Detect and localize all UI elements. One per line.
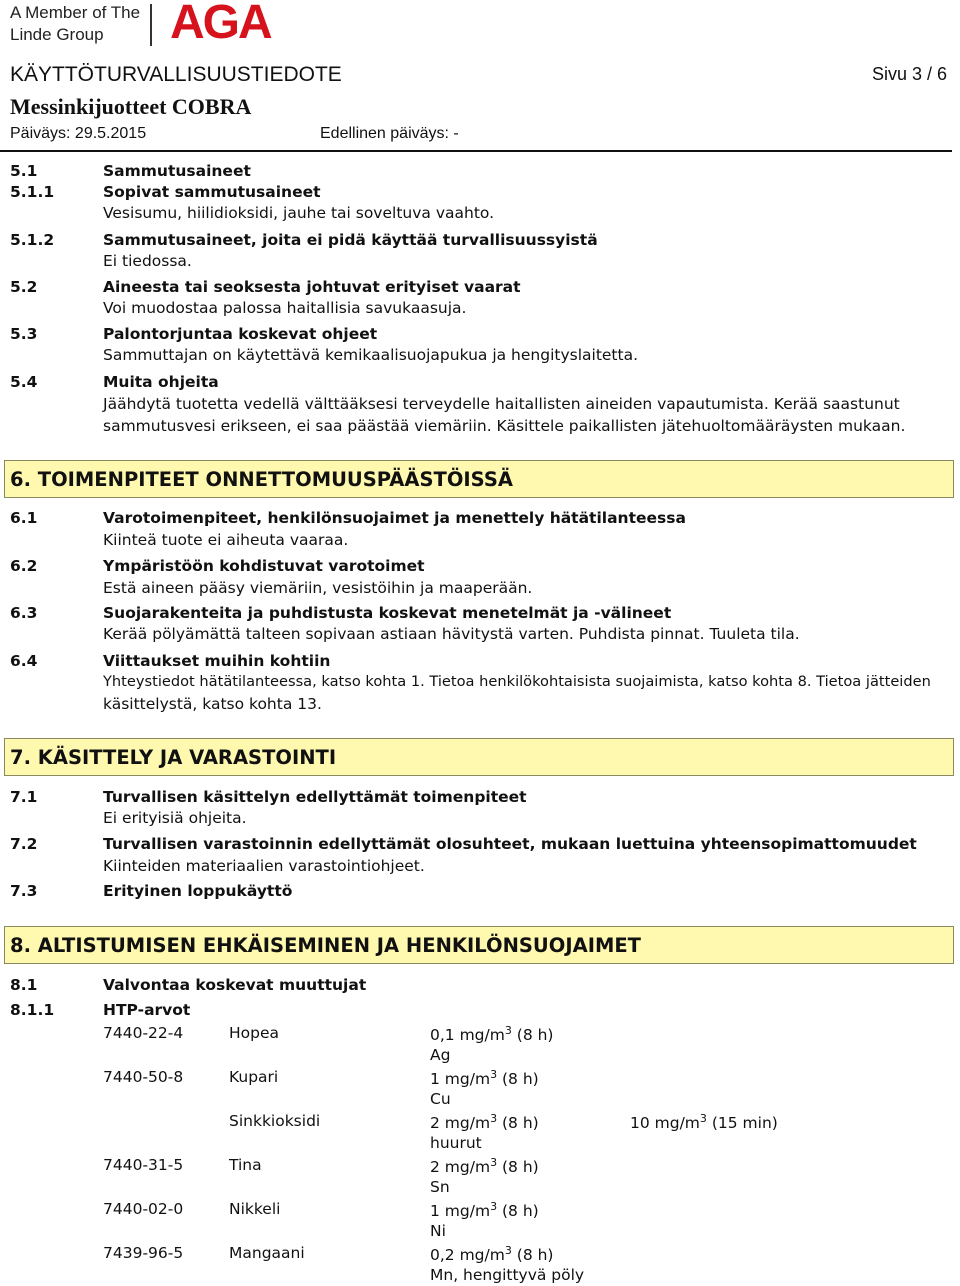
aga-logo: AGA bbox=[170, 0, 271, 49]
previous-date: Edellinen päiväys: - bbox=[320, 125, 459, 142]
unit-exponent: 3 bbox=[490, 1200, 498, 1213]
substance-form: Ag bbox=[430, 1046, 451, 1064]
section-title: Sammutusaineet bbox=[103, 162, 251, 180]
substance-form: Sn bbox=[430, 1178, 450, 1196]
substance-name: Tina bbox=[229, 1156, 262, 1174]
section-title: Palontorjuntaa koskevat ohjeet bbox=[103, 325, 378, 343]
issue-date: Päiväys: 29.5.2015 bbox=[10, 125, 147, 142]
section-text: Estä aineen pääsy viemäriin, vesistöihin ja maaperään. bbox=[103, 579, 533, 597]
htp-8h-value: 1 $mg/m^3$ (8 h) bbox=[430, 1068, 539, 1089]
section-text: käsittelystä, katso kohta 13. bbox=[103, 695, 322, 713]
unit-exponent: 3 bbox=[490, 1068, 498, 1081]
section-heading: 7. KÄSITTELY JA VARASTOINTI bbox=[10, 746, 337, 769]
htp-8h-value: 2 $mg/m^3$ (8 h) bbox=[430, 1112, 539, 1133]
section-title: Aineesta tai seoksesta johtuvat erityiset vaarat bbox=[103, 278, 521, 296]
section-title: Ympäristöön kohdistuvat varotoimet bbox=[103, 557, 425, 575]
section-title: HTP-arvot bbox=[103, 1001, 191, 1019]
section-title: Turvallisen varastoinnin edellyttämät olosuhteet, mukaan luettuina yhteensopimattomuudet bbox=[103, 835, 917, 853]
linde-group-text: A Member of The Linde Group bbox=[10, 3, 141, 44]
substance-name: Sinkkioksidi bbox=[229, 1112, 321, 1130]
page-number: Sivu 3 / 6 bbox=[872, 64, 948, 84]
section-heading: 8. ALTISTUMISEN EHKÄISEMINEN JA HENKILÖNSUOJAIMET bbox=[10, 934, 641, 957]
section-number: 5.1.2 bbox=[10, 231, 55, 249]
substance-form: Ni bbox=[430, 1222, 446, 1240]
htp-8h-value: 0,2 $mg/m^3$ (8 h) bbox=[430, 1244, 554, 1265]
section-number: 8.1 bbox=[10, 976, 38, 994]
section-text: Jäähdytä tuotetta vedellä välttääksesi terveydelle haitallisten aineiden vapautumista. Kerää saastunut bbox=[103, 395, 900, 413]
substance-form: huurut bbox=[430, 1134, 482, 1152]
document-title: KÄYTTÖTURVALLISUUSTIEDOTE bbox=[10, 63, 342, 86]
unit-exponent: 3 bbox=[699, 1112, 707, 1125]
section-number: 7.3 bbox=[10, 882, 38, 900]
section-number: 6.3 bbox=[10, 604, 38, 622]
section-text: Ei erityisiä ohjeita. bbox=[103, 809, 247, 827]
cas-number: 7440-22-4 bbox=[103, 1024, 184, 1042]
section-text: Vesisumu, hiilidioksidi, jauhe tai soveltuva vaahto. bbox=[103, 204, 495, 222]
substance-name: Nikkeli bbox=[229, 1200, 281, 1218]
section-text: Ei tiedossa. bbox=[103, 252, 192, 270]
section-number: 7.2 bbox=[10, 835, 38, 853]
cas-number: 7440-02-0 bbox=[103, 1200, 184, 1218]
section-text: Kerää pölyämättä talteen sopivaan astiaan hävitystä varten. Puhdista pinnat. Tuuleta tila. bbox=[103, 625, 800, 643]
section-text: Voi muodostaa palossa haitallisia savukaasuja. bbox=[103, 299, 467, 317]
section-heading: 6. TOIMENPITEET ONNETTOMUUSPÄÄSTÖISSÄ bbox=[10, 468, 513, 491]
unit-exponent: 3 bbox=[490, 1156, 498, 1169]
section-title: Viittaukset muihin kohtiin bbox=[103, 652, 331, 670]
section-text: Yhteystiedot hätätilanteessa, katso kohta 1. Tietoa henkilökohtaisista suojaimista, katso kohta 8. Tietoa jätteiden bbox=[103, 673, 931, 690]
section-number: 7.1 bbox=[10, 788, 38, 806]
section-title: Muita ohjeita bbox=[103, 373, 219, 391]
section-number: 6.2 bbox=[10, 557, 38, 575]
section-number: 6.4 bbox=[10, 652, 38, 670]
section-text: sammutusvesi erikseen, ei saa päästää viemäriin. Käsittele paikallisten jätehuoltomääräysten mukaan. bbox=[103, 417, 906, 435]
unit-exponent: 3 bbox=[504, 1024, 512, 1037]
section-number: 5.1.1 bbox=[10, 183, 55, 201]
section-title: Erityinen loppukäyttö bbox=[103, 882, 293, 900]
section-text: Kiinteä tuote ei aiheuta vaaraa. bbox=[103, 531, 349, 549]
section-number: 5.2 bbox=[10, 278, 38, 296]
section-number: 5.1 bbox=[10, 162, 38, 180]
section-number: 8.1.1 bbox=[10, 1001, 55, 1019]
section-title: Suojarakenteita ja puhdistusta koskevat menetelmät ja -välineet bbox=[103, 604, 672, 622]
unit-exponent: 3 bbox=[504, 1244, 512, 1257]
section-number: 6.1 bbox=[10, 509, 38, 527]
section-title: Varotoimenpiteet, henkilönsuojaimet ja menettely hätätilanteessa bbox=[103, 509, 686, 527]
cas-number: 7440-50-8 bbox=[103, 1068, 184, 1086]
htp-8h-value: 2 $mg/m^3$ (8 h) bbox=[430, 1156, 539, 1177]
product-name: Messinkijuotteet COBRA bbox=[10, 94, 252, 119]
logo-divider bbox=[150, 4, 152, 46]
cas-number: 7440-31-5 bbox=[103, 1156, 184, 1174]
cas-number: 7439-96-5 bbox=[103, 1244, 184, 1262]
substance-form: Cu bbox=[430, 1090, 451, 1108]
htp-8h-value: 0,1 $mg/m^3$ (8 h) bbox=[430, 1024, 554, 1045]
header-rule bbox=[0, 150, 952, 152]
htp-8h-value: 1 $mg/m^3$ (8 h) bbox=[430, 1200, 539, 1221]
substance-name: Kupari bbox=[229, 1068, 279, 1086]
substance-name: Mangaani bbox=[229, 1244, 305, 1262]
section-title: Sopivat sammutusaineet bbox=[103, 183, 321, 201]
htp-15min-value: 10 $mg/m^3$ (15 min) bbox=[630, 1112, 778, 1133]
section-title: Sammutusaineet, joita ei pidä käyttää turvallisuussyistä bbox=[103, 231, 598, 249]
substance-name: Hopea bbox=[229, 1024, 280, 1042]
section-title: Valvontaa koskevat muuttujat bbox=[103, 976, 367, 994]
section-text: Sammuttajan on käytettävä kemikaalisuojapukua ja hengityslaitetta. bbox=[103, 346, 639, 364]
substance-form: Mn, hengittyvä pöly bbox=[430, 1266, 585, 1284]
section-text: Kiinteiden materiaalien varastointiohjeet. bbox=[103, 857, 425, 875]
section-number: 5.3 bbox=[10, 325, 38, 343]
section-number: 5.4 bbox=[10, 373, 38, 391]
unit-exponent: 3 bbox=[490, 1112, 498, 1125]
section-title: Turvallisen käsittelyn edellyttämät toimenpiteet bbox=[103, 788, 527, 806]
